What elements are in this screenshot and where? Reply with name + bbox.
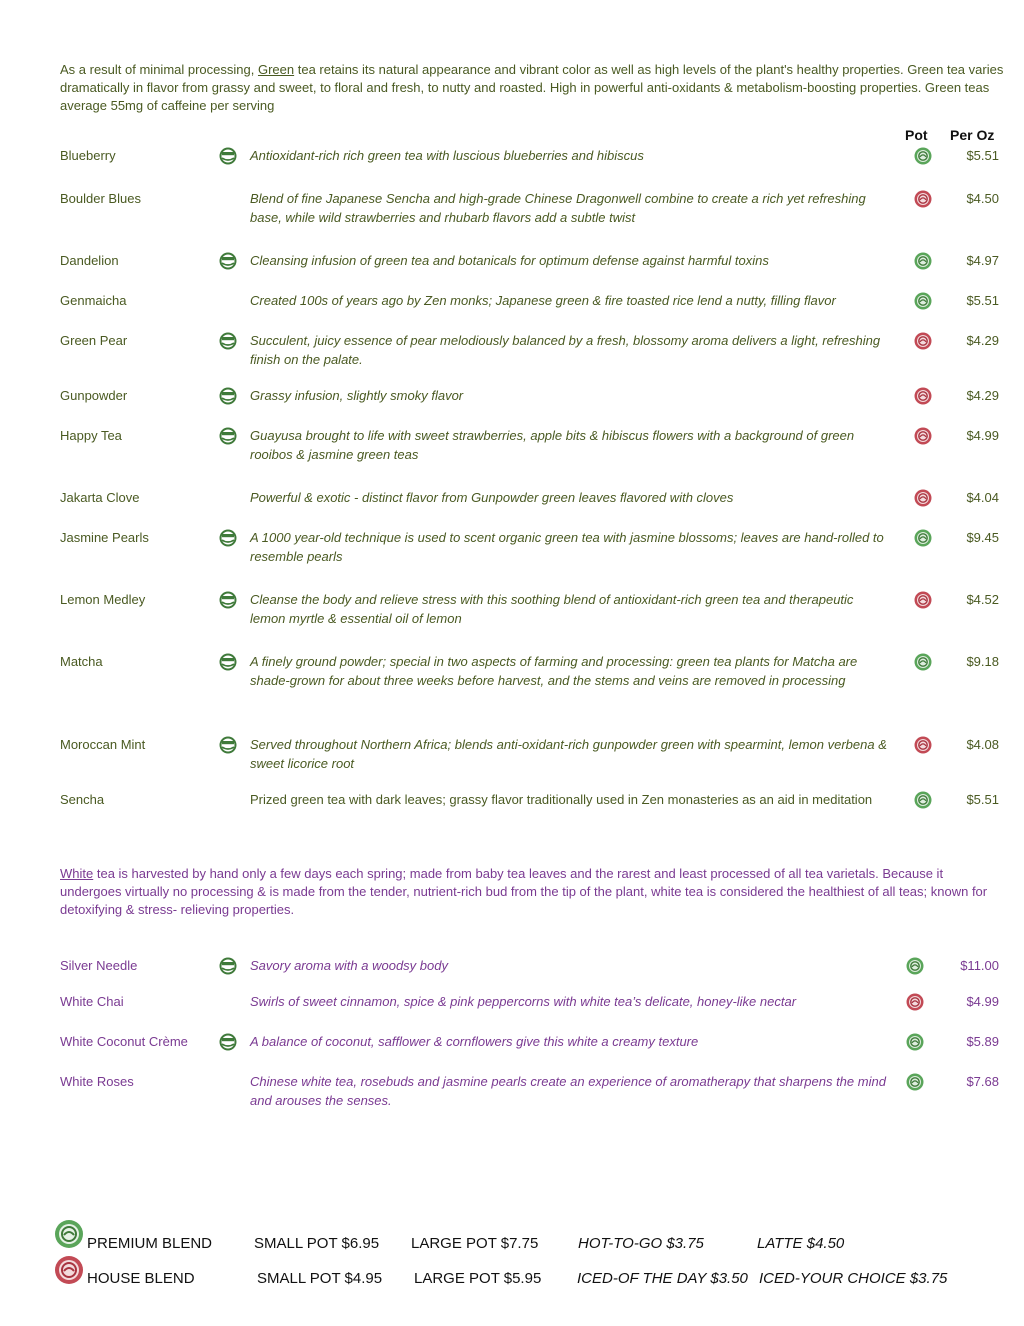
tea-green-description: Blend of fine Japanese Sencha and high-grade Chinese Dragonwell combine to create a rich yet refreshing base, while wild strawberries and rhubarb flavors add a subtle twist bbox=[250, 191, 866, 225]
white-intro-rest: tea is harvested by hand only a few days each spring; made from baby tea leaves and the rarest and least processed of all tea varietals. Because it undergoes virtually no processing & is made from the tender, nutrient-rich bud from the tip of the plant, white tea is considered the healthiest of all teas; known for detoxifying & stress- relieving properties. bbox=[60, 866, 988, 917]
tea-white-description: A balance of coconut, safflower & cornflowers give this white a creamy texture bbox=[250, 1034, 699, 1049]
premium-blend-icon bbox=[906, 957, 924, 975]
tea-green-price: $5.51 bbox=[966, 792, 999, 807]
tea-green-name: Matcha bbox=[60, 654, 103, 669]
tea-white-name: White Coconut Crème bbox=[60, 1034, 188, 1049]
house-large-pot: LARGE POT $5.95 bbox=[414, 1270, 542, 1287]
premium-blend-icon bbox=[914, 529, 932, 547]
tea-green-description: A finely ground powder; special in two aspects of farming and processing: green tea plants for Matcha are shade-grown for about three weeks before harvest, and the stems and veins are removed in processing bbox=[250, 654, 858, 688]
house-blend-icon bbox=[906, 993, 924, 1011]
tea-green-name: Sencha bbox=[60, 792, 105, 807]
usda-organic-icon bbox=[219, 591, 237, 609]
tea-green-name: Jakarta Clove bbox=[60, 490, 140, 505]
tea-green-name: Boulder Blues bbox=[60, 191, 141, 206]
premium-blend-icon bbox=[914, 791, 932, 809]
premium-blend-icon bbox=[914, 252, 932, 270]
house-blend-icon bbox=[914, 332, 932, 350]
tea-green-description: Guayusa brought to life with sweet strawberries, apple bits & hibiscus flowers with a background of green rooibos & jasmine green teas bbox=[250, 428, 855, 462]
tea-green-price: $4.99 bbox=[966, 428, 999, 443]
white-tea-link[interactable]: White bbox=[60, 866, 94, 881]
green-intro-rest: tea retains its natural appearance and vibrant color as well as high levels of the plant's healthy properties. Green tea varies dramatically in flavor from grassy and sweet, to floral and fresh, to nutty and roasted. High in powerful anti-oxidants & metabolism-boosting properties. Green teas average 55mg of caffeine per serving bbox=[60, 62, 1004, 113]
premium-blend-icon bbox=[914, 653, 932, 671]
tea-green-price: $4.04 bbox=[966, 490, 999, 505]
iced-your-choice-price: ICED-YOUR CHOICE $3.75 bbox=[759, 1270, 948, 1287]
premium-blend-icon bbox=[914, 292, 932, 310]
tea-green-description: Grassy infusion, slightly smoky flavor bbox=[250, 388, 464, 403]
tea-green-description: Created 100s of years ago by Zen monks; Japanese green & fire toasted rice lend a nutty, filling flavor bbox=[250, 293, 836, 308]
tea-white-price: $4.99 bbox=[966, 994, 999, 1009]
tea-green-name: Moroccan Mint bbox=[60, 737, 146, 752]
usda-organic-icon bbox=[219, 147, 237, 165]
latte-price: LATTE $4.50 bbox=[757, 1235, 845, 1252]
iced-of-the-day-price: ICED-OF THE DAY $3.50 bbox=[577, 1270, 748, 1287]
tea-white-price: $5.89 bbox=[966, 1034, 999, 1049]
tea-white-name: White Chai bbox=[60, 994, 124, 1009]
tea-green-description: A 1000 year-old technique is used to scent organic green tea with jasmine blossoms; leaves are hand-rolled to resemble pearls bbox=[250, 530, 884, 564]
tea-green-price: $4.97 bbox=[966, 253, 999, 268]
house-blend-icon bbox=[54, 1255, 84, 1285]
hot-to-go-price: HOT-TO-GO $3.75 bbox=[578, 1235, 704, 1252]
house-small-pot: SMALL POT $4.95 bbox=[257, 1270, 383, 1287]
premium-blend-icon bbox=[906, 1073, 924, 1091]
tea-green-description: Powerful & exotic - distinct flavor from Gunpowder green leaves flavored with cloves bbox=[250, 490, 734, 505]
tea-white-price: $11.00 bbox=[960, 958, 999, 973]
pot-column-header: Pot bbox=[905, 127, 928, 143]
usda-organic-icon bbox=[219, 387, 237, 405]
house-blend-icon bbox=[914, 427, 932, 445]
tea-green-name: Gunpowder bbox=[60, 388, 128, 403]
usda-organic-icon bbox=[219, 252, 237, 270]
tea-green-description: Cleanse the body and relieve stress with this soothing blend of antioxidant-rich green tea and therapeutic lemon myrtle & essential oil of lemon bbox=[250, 592, 854, 626]
tea-green-price: $4.29 bbox=[966, 388, 999, 403]
tea-white-price: $7.68 bbox=[966, 1074, 999, 1089]
premium-blend-label: PREMIUM BLEND bbox=[87, 1235, 213, 1252]
premium-small-pot: SMALL POT $6.95 bbox=[254, 1235, 380, 1252]
tea-green-description: Antioxidant-rich rich green tea with luscious blueberries and hibiscus bbox=[250, 148, 644, 163]
tea-green-description: Succulent, juicy essence of pear melodiously balanced by a fresh, blossomy aroma delivers a light, refreshing finish on the palate. bbox=[250, 333, 881, 367]
premium-blend-icon bbox=[914, 147, 932, 165]
tea-green-price: $9.45 bbox=[966, 530, 999, 545]
white-tea-intro bbox=[60, 865, 1004, 919]
green-intro-prefix: As a result of minimal processing, bbox=[60, 62, 258, 77]
tea-white-description: Chinese white tea, rosebuds and jasmine pearls create an experience of aromatherapy that sharpens the mind and arouses the senses. bbox=[250, 1074, 886, 1108]
usda-organic-icon bbox=[219, 736, 237, 754]
tea-green-price: $4.29 bbox=[966, 333, 999, 348]
usda-organic-icon bbox=[219, 427, 237, 445]
tea-green-description: Cleansing infusion of green tea and botanicals for optimum defense against harmful toxins bbox=[250, 253, 769, 268]
tea-white-name: Silver Needle bbox=[60, 958, 138, 973]
house-blend-icon bbox=[914, 591, 932, 609]
tea-white-name: White Roses bbox=[60, 1074, 134, 1089]
tea-green-name: Jasmine Pearls bbox=[60, 530, 149, 545]
tea-green-description: Prized green tea with dark leaves; grassy flavor traditionally used in Zen monasteries as an aid in meditation bbox=[250, 792, 873, 807]
tea-green-price: $4.50 bbox=[966, 191, 999, 206]
tea-green-price: $5.51 bbox=[966, 148, 999, 163]
tea-green-name: Blueberry bbox=[60, 148, 116, 163]
house-blend-icon bbox=[914, 387, 932, 405]
tea-green-name: Green Pear bbox=[60, 333, 128, 348]
usda-organic-icon bbox=[219, 957, 237, 975]
house-blend-icon bbox=[914, 489, 932, 507]
tea-green-price: $9.18 bbox=[966, 654, 999, 669]
house-blend-icon bbox=[914, 736, 932, 754]
green-tea-link[interactable]: Green bbox=[257, 62, 295, 77]
tea-white-description: Swirls of sweet cinnamon, spice & pink peppercorns with white tea’s delicate, honey-like nectar bbox=[250, 994, 797, 1009]
premium-blend-icon bbox=[906, 1033, 924, 1051]
tea-green-name: Genmaicha bbox=[60, 293, 127, 308]
usda-organic-icon bbox=[219, 332, 237, 350]
house-blend-icon bbox=[914, 190, 932, 208]
tea-green-price: $5.51 bbox=[966, 293, 999, 308]
tea-green-name: Lemon Medley bbox=[60, 592, 146, 607]
usda-organic-icon bbox=[219, 653, 237, 671]
usda-organic-icon bbox=[219, 1033, 237, 1051]
tea-white-description: Savory aroma with a woodsy body bbox=[250, 958, 448, 973]
premium-blend-icon bbox=[54, 1219, 84, 1249]
house-blend-label: HOUSE BLEND bbox=[87, 1270, 195, 1287]
tea-green-description: Served throughout Northern Africa; blends anti-oxidant-rich gunpowder green with spearmint, lemon verbena & sweet licorice root bbox=[250, 737, 887, 771]
tea-green-name: Happy Tea bbox=[60, 428, 122, 443]
premium-large-pot: LARGE POT $7.75 bbox=[411, 1235, 539, 1252]
green-tea-intro bbox=[60, 61, 1004, 115]
tea-green-price: $4.52 bbox=[966, 592, 999, 607]
usda-organic-icon bbox=[219, 529, 237, 547]
tea-green-price: $4.08 bbox=[966, 737, 999, 752]
per-oz-column-header: Per Oz bbox=[950, 127, 995, 143]
tea-green-name: Dandelion bbox=[60, 253, 119, 268]
